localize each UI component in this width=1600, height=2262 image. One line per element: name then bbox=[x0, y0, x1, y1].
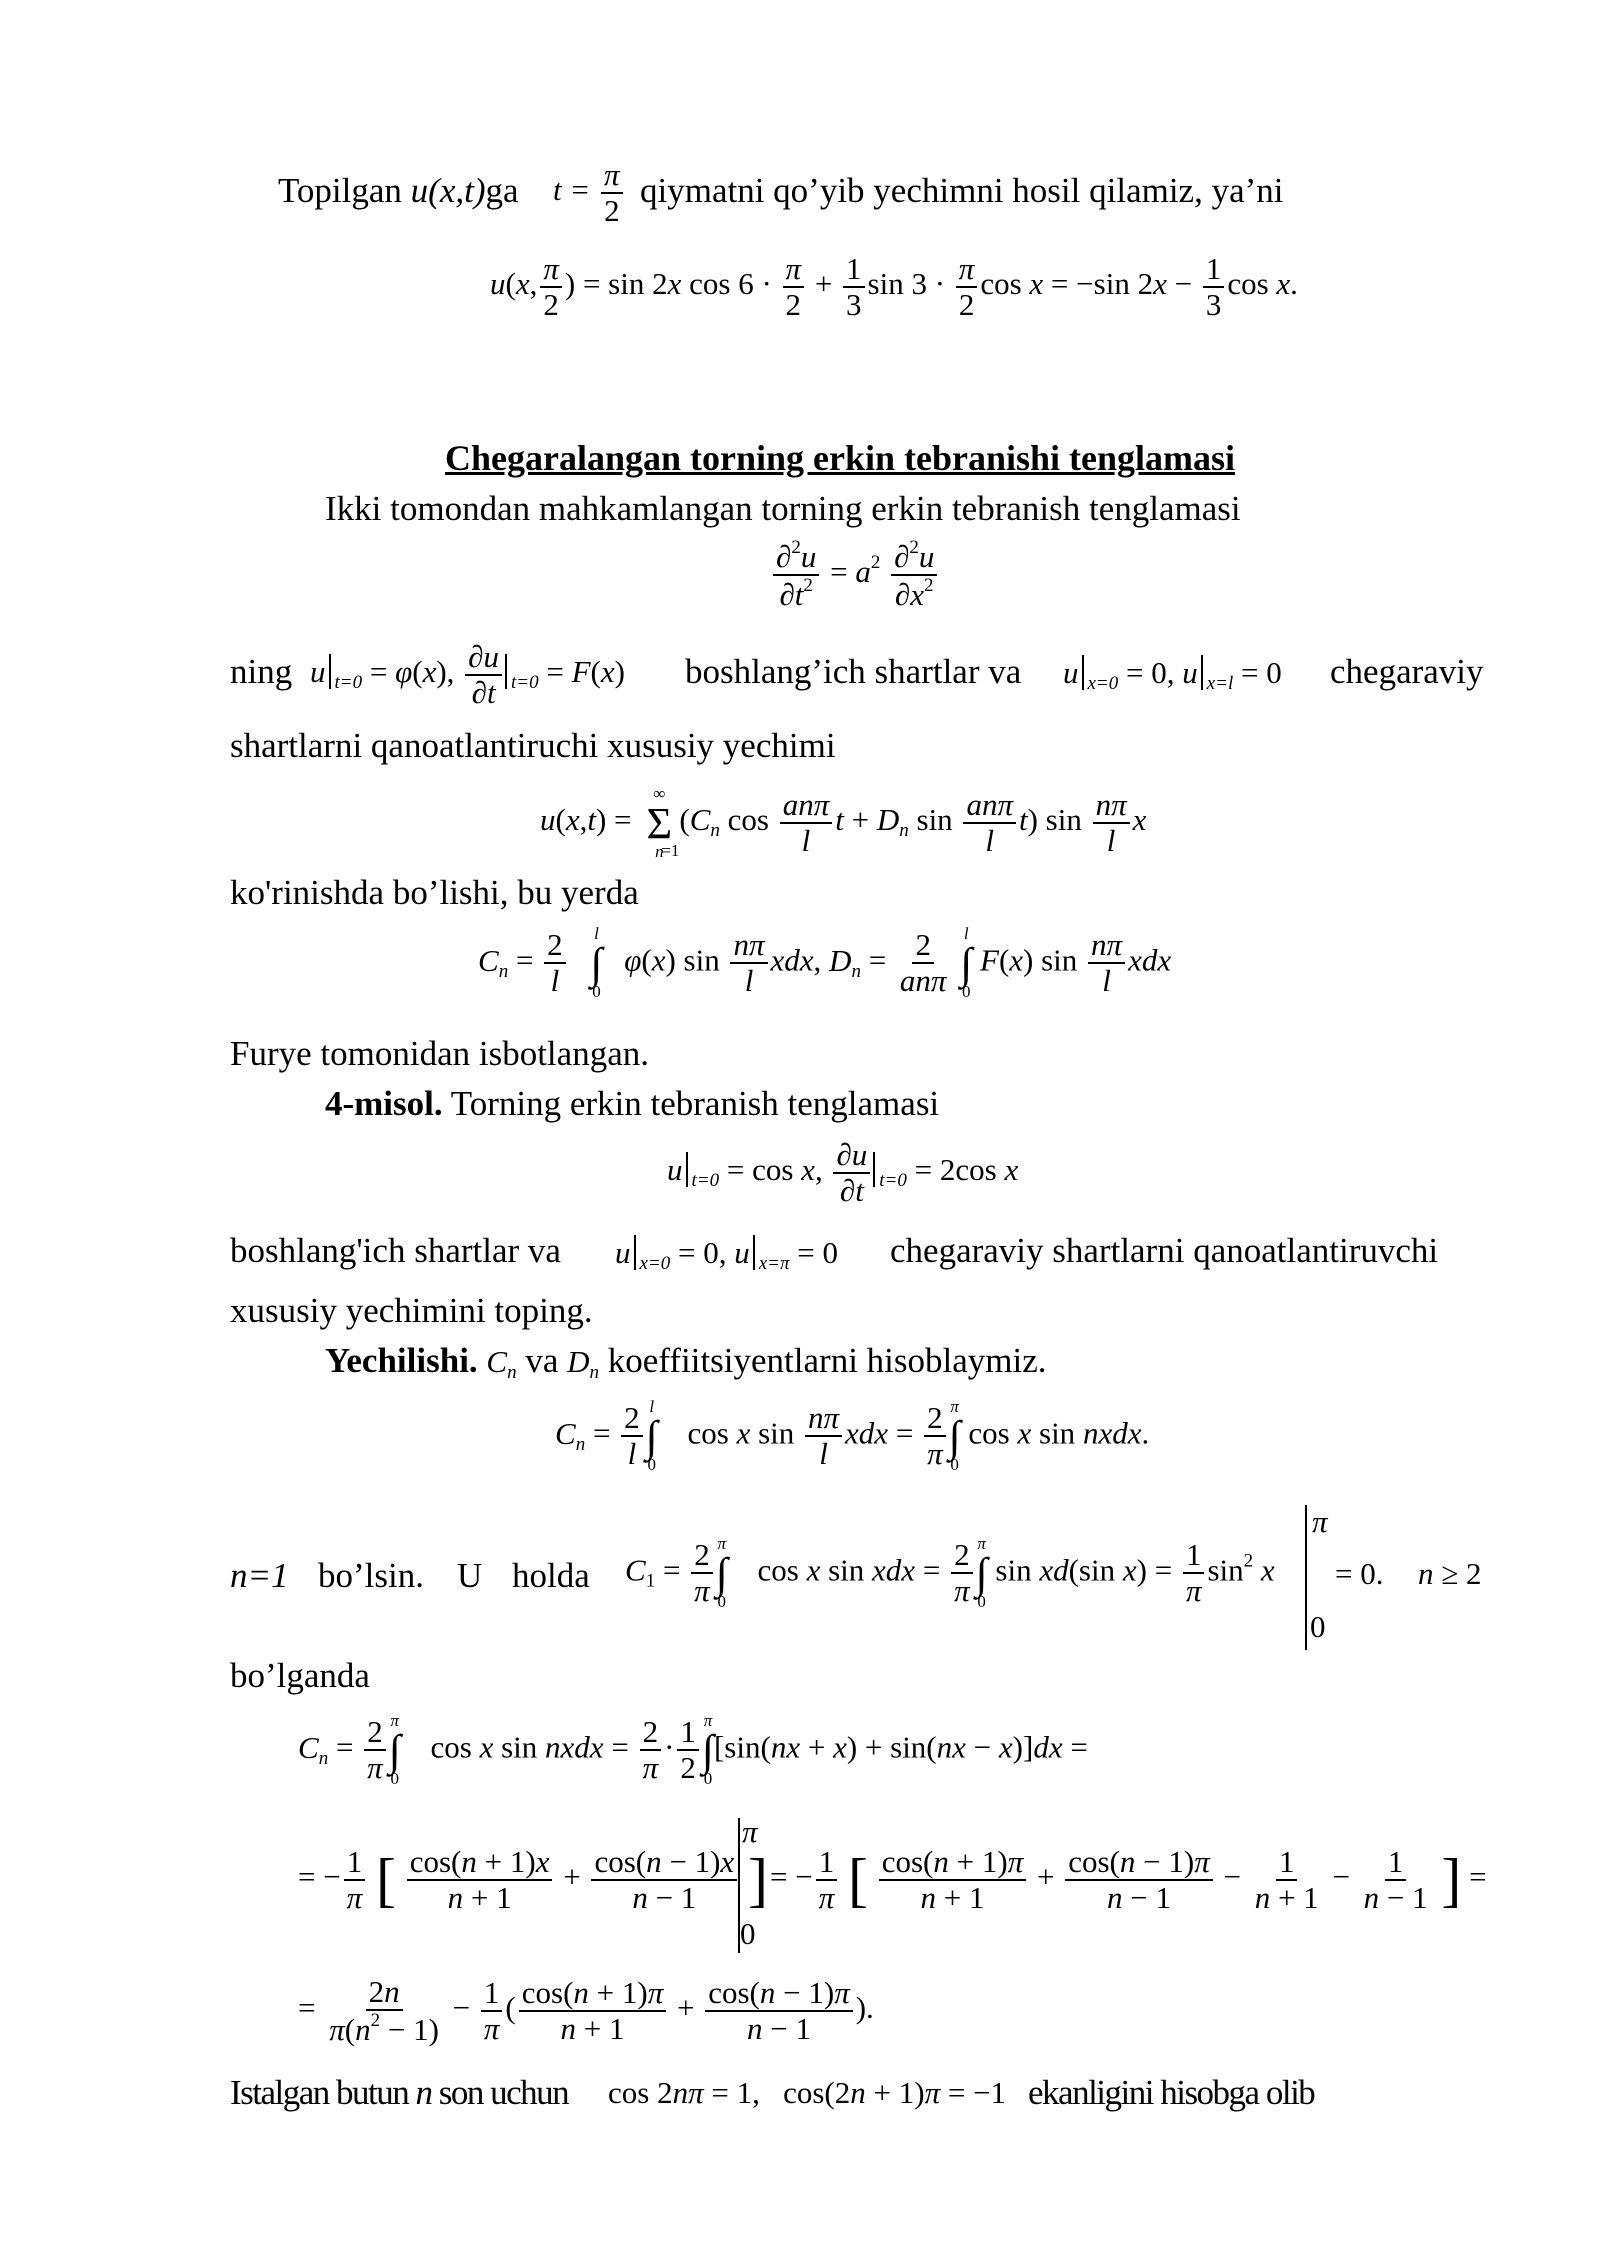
paragraph-line-3a: ning bbox=[230, 652, 293, 691]
formula-c1-result: = 0. bbox=[1335, 1556, 1384, 1591]
text: Topilgan bbox=[278, 171, 402, 210]
section-heading: Chegaralangan torning erkin tebranishi tenglamasi bbox=[445, 438, 1236, 478]
paragraph-line-11b: bo’lsin. bbox=[318, 1556, 424, 1595]
bar-lower-limit: 0 bbox=[1310, 1609, 1326, 1644]
paragraph-line-8b: chegaraviy shartlarni qanoatlantiruvchi bbox=[890, 1231, 1439, 1270]
paragraph-line-8a: boshlang'ich shartlar va bbox=[230, 1231, 561, 1270]
text: koeffiitsiyentlarni hisoblaymiz. bbox=[607, 1341, 1047, 1380]
paragraph-line-12: bo’lganda bbox=[230, 1656, 370, 1695]
text: va bbox=[525, 1341, 559, 1380]
paragraph-line-5: ko'rinishda bo’lishi, bu yerda bbox=[230, 873, 639, 912]
paragraph-line-11a: n=1 bbox=[230, 1556, 289, 1595]
evaluation-bar bbox=[1305, 1505, 1307, 1650]
paragraph-line-3b: boshlang’ich shartlar va bbox=[685, 652, 1022, 691]
bar2-lower-limit: 0 bbox=[740, 1916, 756, 1951]
text: n bbox=[415, 2073, 432, 2112]
paragraph-line-11c: U bbox=[457, 1556, 483, 1595]
text: ga bbox=[485, 171, 519, 210]
text: u(x,t) bbox=[410, 171, 486, 210]
formula-cn-derivation-3: = $\frac{2n}{\pi(n^2 - 1)}$ − $\frac{1}{\pi}$ ( $\frac{\cos(n + 1)\pi}{n + 1}$ + $\frac{\cos(n - 1)\pi}{n - 1}$ ). bbox=[298, 1974, 874, 2048]
paragraph-line-13b: ekanligini hisobga olib bbox=[1028, 2073, 1315, 2112]
formula-boundary-conditions: u $_{x=0}$ = 0, u $_{x=l}$ = 0 bbox=[1063, 655, 1282, 694]
paragraph-line-3c: chegaraviy bbox=[1330, 652, 1484, 691]
formula-cn-derivation-2b: = − $\frac{1}{\pi}$ [ $\frac{\cos(n + 1)\pi}{n + 1}$ + $\frac{\cos(n - 1)\pi}{n - 1}$ − $\frac{1}{n + 1}$ − $\frac{1}{n - 1}$ ] = bbox=[770, 1844, 1487, 1916]
bar-upper-limit: π bbox=[1312, 1504, 1328, 1539]
formula-c1: $C_1$ = $\frac{2}{\pi}$ π ∫ 0 cos x sin xdx = $\frac{2}{\pi}$ π ∫ 0 sin xd(sin x) = $\frac{1}{\pi}$ $\sin^2 x$ bbox=[625, 1534, 1275, 1612]
paragraph-line-6: Furye tomonidan isbotlangan. bbox=[230, 1034, 649, 1073]
formula-u-x-pi-half: u(x, $\frac{\pi}{2}$ ) = sin 2x cos 6 · $\frac{\pi}{2}$ + $\frac{1}{3}$ sin 3 · $\frac{\pi}{2}$ cos x = −sin 2x − $\frac{1}{3}$ cos x. bbox=[490, 251, 1298, 323]
paragraph-line-10: Yechilishi. $C_n$ va $D_n$ koeffiitsiyentlarni hisoblaymiz. bbox=[325, 1341, 1047, 1383]
formula-example-initial: u $_{t=0}$ = cos x, $\frac{\partial u}{\partial t}$ $_{t=0}$ = 2cos x bbox=[667, 1137, 1019, 1209]
formula-cn-derivation-2: = − $\frac{1}{\pi}$ [ $\frac{\cos(n + 1)x}{n + 1}$ + $\frac{\cos(n - 1)x}{n - 1}$ ] bbox=[298, 1844, 768, 1916]
formula-wave-equation: $\frac{\partial^2u}{\partial t^2}$ = $a^2$ $\frac{\partial^2u}{\partial x^2}$ bbox=[770, 538, 940, 612]
paragraph-line-11d: holda bbox=[512, 1556, 590, 1595]
formula-cn-example: $C_n$ = $\frac{2}{l}$ l ∫ 0 cos x sin $\frac{n\pi}{l}$ xdx = $\frac{2}{\pi}$ π ∫ 0 cos x sin nxdx. bbox=[555, 1397, 1150, 1475]
paragraph-line-1b: qiymatni qo’yib yechimni hosil qilamiz, ya’ni bbox=[640, 171, 1284, 210]
formula-t-pi-half: t = $\frac{\pi}{2}$ bbox=[553, 158, 626, 228]
formula-n-geq-2: n ≥ 2 bbox=[1418, 1556, 1482, 1591]
text: 4-misol. bbox=[325, 1084, 443, 1123]
formula-example-boundary: u $_{x=0}$ = 0, u $_{x=\pi}$ = 0 bbox=[615, 1235, 839, 1274]
paragraph-line-2: Ikki tomondan mahkamlangan torning erkin tebranish tenglamasi bbox=[325, 489, 1241, 528]
formula-cos-identities: cos 2nπ = 1, cos(2n + 1)π = −1 bbox=[608, 2075, 1007, 2110]
formula-coefficients: $C_n$ = $\frac{2}{l}$ l ∫ 0 φ(x) sin $\frac{n\pi}{l}$ xdx, $D_n$ = $\frac{2}{\text{anπ}}$ l ∫ 0 F(x) sin $\frac{n\pi}{l}$ xdx bbox=[478, 924, 1172, 1002]
paragraph-line-13 bbox=[230, 2072, 568, 2114]
paragraph-line-7 bbox=[325, 1083, 939, 1125]
text: Torning erkin tebranish tenglamasi bbox=[450, 1084, 940, 1123]
bar2-upper-limit: π bbox=[742, 1814, 758, 1849]
paragraph-line-1 bbox=[278, 170, 519, 212]
text: Yechilishi. bbox=[325, 1341, 478, 1380]
paragraph-line-9: xususiy yechimini toping. bbox=[230, 1291, 593, 1330]
formula-initial-conditions: u $_{t=0}$ = φ(x), $\frac{\partial u}{\partial t}$ $_{t=0}$ = F(x) bbox=[310, 639, 625, 711]
text: Istalgan butun bbox=[230, 2073, 409, 2112]
text: son uchun bbox=[438, 2073, 569, 2112]
paragraph-line-4: shartlarni qanoatlantiruchi xususiy yechimi bbox=[230, 726, 836, 765]
formula-cn-derivation-1: $C_n$ = $\frac{2}{\pi}$ π ∫ 0 cos x sin nxdx = $\frac{2}{\pi}$ · $\frac{1}{2}$ π ∫ 0 [sin(nx + x) + sin(nx − x)]dx = bbox=[298, 1711, 1088, 1789]
formula-series-solution: u(x,t) = ∞ Σ n =1 ($C_n$ cos $\frac{\text{anπ}}{l}$ $t + D_n$ sin $\frac{\text{anπ}}{l}$ t) sin $\frac{n\pi}{l}$ x bbox=[540, 784, 1147, 862]
